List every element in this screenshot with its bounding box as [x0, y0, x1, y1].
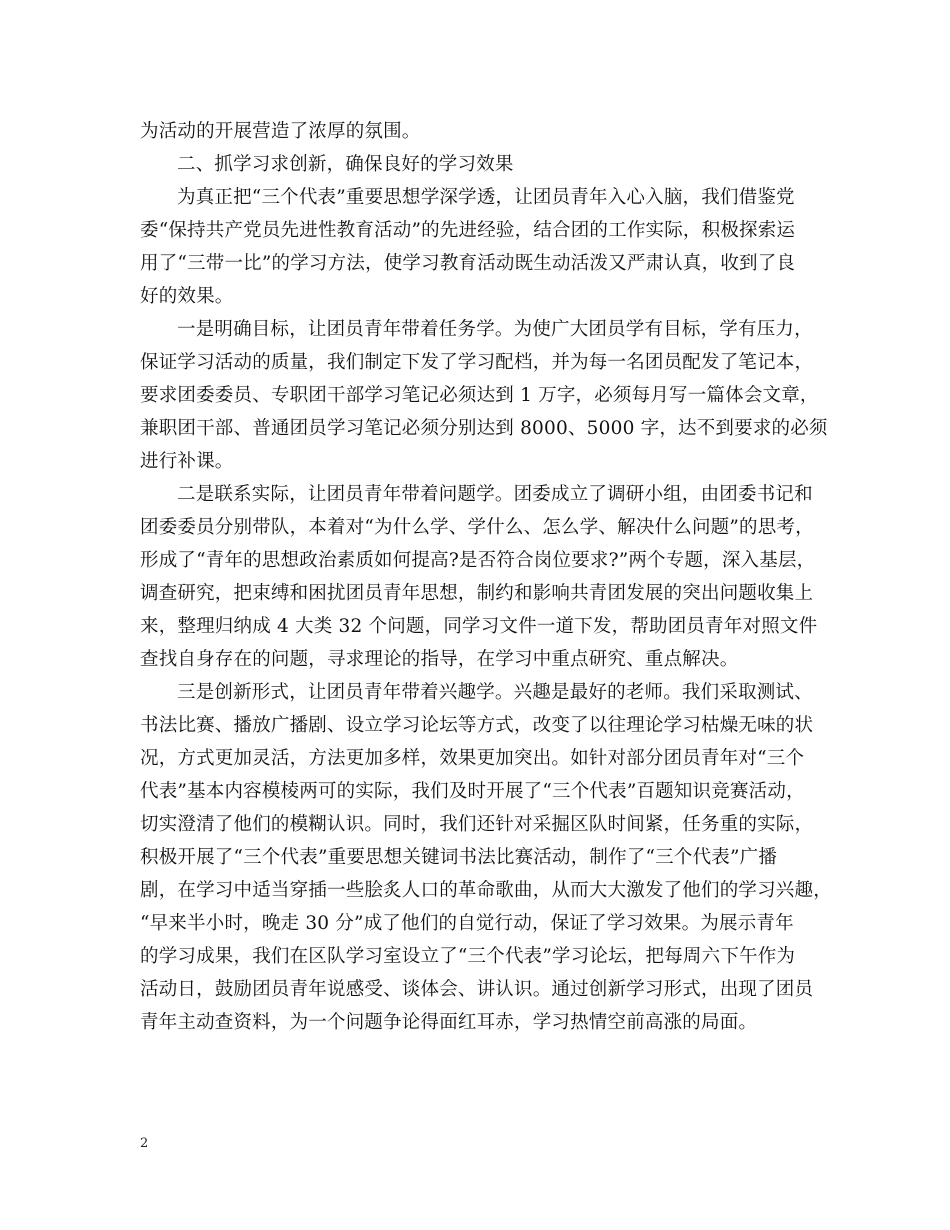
text-line: 查找自身存在的问题，寻求理论的指导，在学习中重点研究、重点解决。: [140, 649, 739, 670]
body-text: [140, 115, 832, 1039]
section-heading: 二、抓学习求创新，确保良好的学习效果: [177, 154, 514, 175]
text-line: 剧，在学习中适当穿插一些脍炙人口的革命歌曲，从而大大激发了他们的学习兴趣，: [140, 880, 832, 901]
text-line: 二是联系实际，让团员青年带着问题学。团委成立了调研小组，由团委书记和: [177, 484, 813, 505]
text-line: 形成了“青年的思想政治素质如何提高?是否符合岗位要求?”两个专题，深入基层，: [140, 550, 816, 571]
text-line: 活动日，鼓励团员青年说感受、谈体会、讲认识。通过创新学习形式，出现了团员: [140, 979, 814, 1000]
text-line: “早来半小时，晚走 30 分”成了他们的自觉行动，保证了学习效果。为展示青年: [140, 913, 794, 934]
text-line: 的学习成果，我们在区队学习室设立了“三个代表”学习论坛，把每周六下午作为: [140, 946, 796, 967]
text-line: 要求团委委员、专职团干部学习笔记必须达到 1 万字，必须每月写一篇体会文章，: [140, 385, 819, 406]
text-line: 青年主动查资料，为一个问题争论得面红耳赤，学习热情空前高涨的局面。: [140, 1012, 758, 1033]
text-line: 为真正把“三个代表”重要思想学深学透，让团员青年入心入脑，我们借鉴党: [177, 187, 795, 208]
text-line: 切实澄清了他们的模糊认识。同时，我们还针对采掘区队时间紧，任务重的实际，: [140, 814, 814, 835]
text-line: 团委委员分别带队，本着对“为什么学、学什么、怎么学、解决什么问题”的思考，: [140, 517, 814, 538]
text-line: 一是明确目标，让团员青年带着任务学。为使广大团员学有目标，学有压力，: [177, 319, 813, 340]
text-line: 保证学习活动的质量，我们制定下发了学习配档，并为每一名团员配发了笔记本，: [140, 352, 814, 373]
text-line: 委“保持共产党员先进性教育活动”的先进经验，结合团的工作实际，积极探索运: [140, 220, 796, 241]
text-line: 积极开展了“三个代表”重要思想关键词书法比赛活动，制作了“三个代表”广播: [140, 847, 778, 868]
page-number: 2: [140, 1136, 149, 1151]
text-line: 进行补课。: [140, 451, 234, 472]
text-line: 为活动的开展营造了浓厚的氛围。: [140, 121, 421, 142]
text-line: 来，整理归纳成 4 大类 32 个问题，同学习文件一道下发，帮助团员青年对照文件: [140, 616, 818, 637]
text-line: 兼职团干部、普通团员学习笔记必须分别达到 8000、5000 字，达不到要求的必须: [140, 418, 828, 439]
text-line: 书法比赛、播放广播剧、设立学习论坛等方式，改变了以往理论学习枯燥无味的状: [140, 715, 814, 736]
text-line: 调查研究，把束缚和困扰团员青年思想，制约和影响共青团发展的突出问题收集上: [140, 583, 814, 604]
text-line: 况，方式更加灵活，方法更加多样，效果更加突出。如针对部分团员青年对“三个: [140, 748, 805, 769]
text-line: 用了“三带一比”的学习方法，使学习教育活动既生动活泼又严肃认真，收到了良: [140, 253, 796, 274]
text-line: 好的效果。: [140, 286, 234, 307]
text-line: 三是创新形式，让团员青年带着兴趣学。兴趣是最好的老师。我们采取测试、: [177, 682, 813, 703]
text-line: 代表”基本内容模棱两可的实际，我们及时开展了“三个代表”百题知识竞赛活动，: [140, 781, 805, 802]
